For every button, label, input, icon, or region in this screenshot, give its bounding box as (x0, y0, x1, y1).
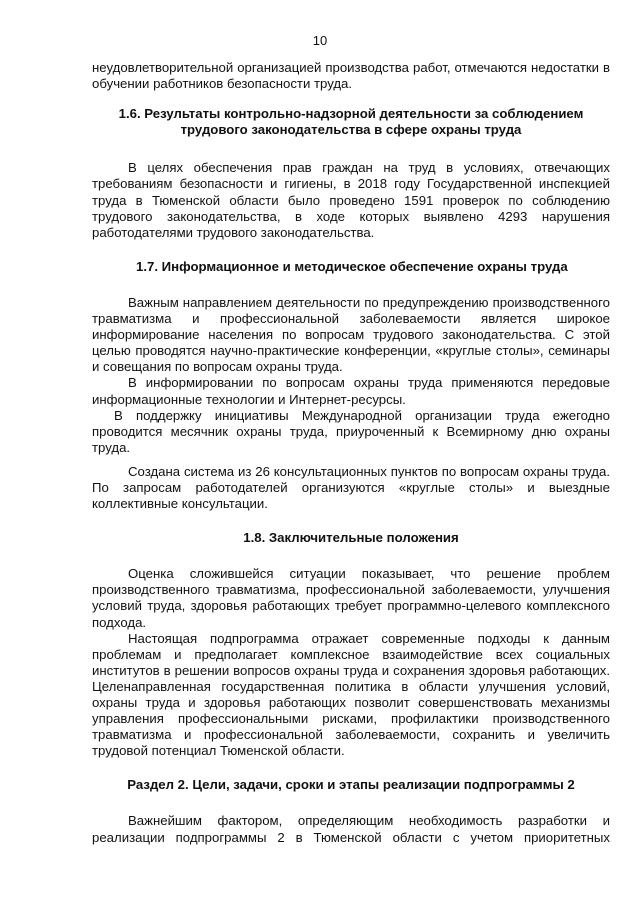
section-1-6-paragraph-1: В целях обеспечения прав граждан на труд в условиях, отвечающих требованиям безопасности и гигиены, в 2018 году Государственной инспекцией труда в Тюменской области было проведено 1591 проверок по соблюдению трудового законодательства, в ходе которых выявлено 4293 нарушения работодателями трудового законодательства. (92, 160, 610, 240)
section-1-8-paragraph-2: Настоящая подпрограмма отражает современные подходы к данным проблемам и предполагает комплексное взаимодействие всех социальных институтов в решении вопросов охраны труда и сохранения здоровья работающих. Целенаправленная государственная политика в области улучшения условий, охраны труда и здоровья работающих позволит совершенствовать механизмы управления профессиональными рисками, профилактики производственного травматизма и профессиональной заболеваемости, сохранить и увеличить трудовой потенциал Тюменской области. (92, 630, 610, 759)
section-1-6-heading: 1.6. Результаты контрольно-надзорной деятельности за соблюдением трудового законодательства в сфере охраны труда (118, 106, 584, 138)
section-1-7-paragraph-1: Важным направлением деятельности по предупреждению производственного травматизма и профессиональной заболеваемости является широкое информирование населения по вопросам трудового законодательства. С этой целью проводятся научно-практические конференции, «круглые столы», семинары и совещания по вопросам охраны труда. (92, 294, 610, 375)
section-1-7-paragraph-4: Создана система из 26 консультационных пунктов по вопросам охраны труда. По запросам работодателей организуются «круглые столы» и выездные коллективные консультации. (92, 463, 610, 512)
document-body (92, 60, 610, 846)
section-2-heading: Раздел 2. Цели, задачи, сроки и этапы реализации подпрограммы 2 (127, 777, 575, 793)
section-1-7-paragraph-3: В поддержку инициативы Международной организации труда ежегодно проводится месячник охраны труда, приуроченный к Всемирному дню охраны труда. (92, 407, 610, 455)
page-number: 10 (312, 33, 328, 48)
section-1-8-heading: 1.8. Заключительные положения (243, 530, 459, 546)
section-1-8-paragraph-1: Оценка сложившейся ситуации показывает, что решение проблем производственного травматизма, профессиональной заболеваемости, улучшения условий труда, здоровья работающих требует программно-целевого комплексного подхода. (92, 566, 610, 630)
intro-paragraph: неудовлетворительной организацией производства работ, отмечаются недостатки в обучении работников безопасности труда. (92, 60, 610, 92)
section-1-7-heading: 1.7. Информационное и методическое обеспечение охраны труда (136, 258, 568, 274)
section-2-paragraph-1: Важнейшим фактором, определяющим необходимость разработки и реализации подпрограммы 2 в Тюменской области с учетом приоритетных (92, 813, 610, 845)
section-1-7-paragraph-2: В информировании по вопросам охраны труда применяются передовые информационные технологии и Интернет-ресурсы. (92, 375, 610, 407)
